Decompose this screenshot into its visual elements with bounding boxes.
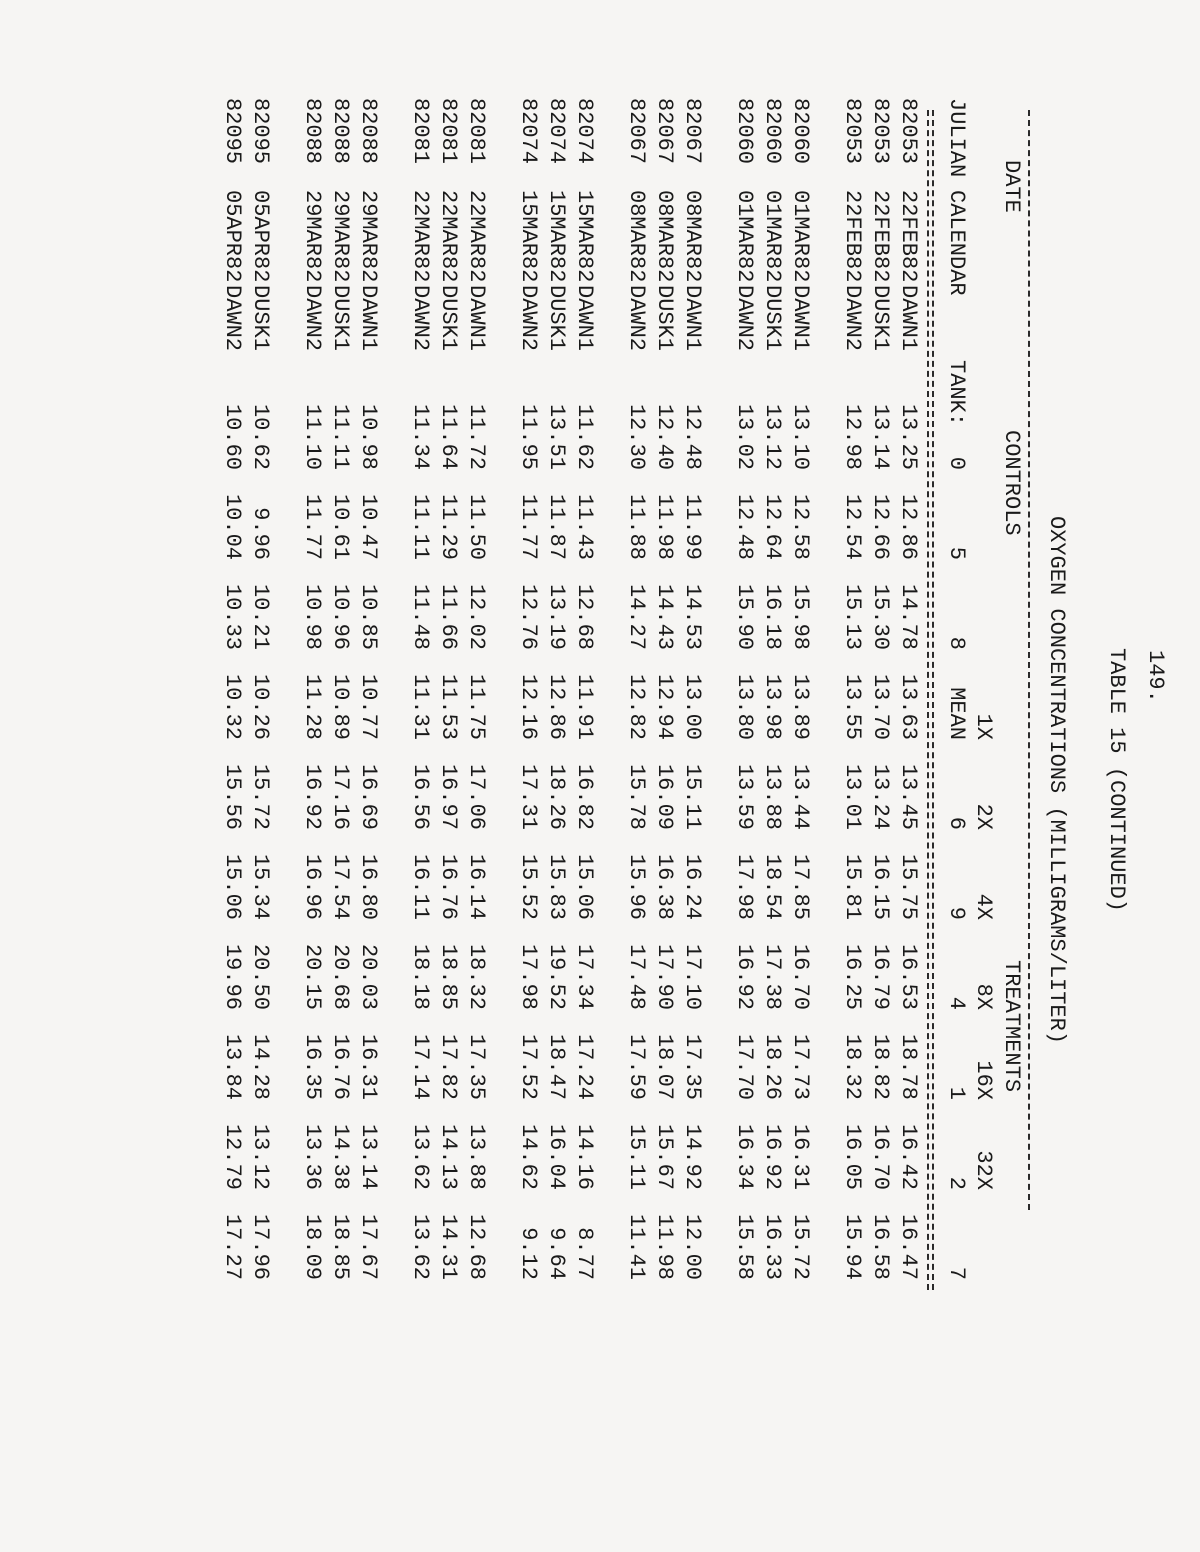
value-cell: 15.72 [788,1213,813,1280]
calendar-date-cell: 01MAR82 [732,190,757,283]
value-cell: 14.16 [572,1123,597,1190]
calendar-date-cell: 22MAR82 [436,190,461,283]
julian-date-cell: 82060 [732,98,757,165]
calendar-date-cell: 08MAR82 [680,190,705,283]
value-cell: 12.54 [840,493,865,560]
value-cell: 10.33 [220,583,245,650]
controls-label: CONTROLS [999,430,1024,536]
value-cell: 16.31 [356,1033,381,1100]
value-cell: 10.96 [328,583,353,650]
value-cell: 12.79 [220,1123,245,1190]
value-cell: 12.86 [544,673,569,740]
treatment-tank-9: 9 [944,906,969,920]
value-cell: 18.82 [868,1033,893,1100]
julian-date-cell: 82095 [248,98,273,165]
sample-time-cell: DUSK1 [248,285,273,352]
top-rule [1028,110,1030,1210]
value-cell: 14.53 [680,583,705,650]
value-cell: 15.81 [840,853,865,920]
value-cell: 9.12 [516,1227,541,1280]
value-cell: 12.82 [624,673,649,740]
value-cell: 15.58 [732,1213,757,1280]
header-row-2 [969,80,997,1190]
value-cell: 12.40 [652,403,677,470]
value-cell: 13.19 [544,583,569,650]
julian-date-cell: 82088 [328,98,353,165]
julian-date-cell: 82053 [896,98,921,165]
sample-time-cell: DAWN2 [732,285,757,352]
control-tank-5: 5 [944,546,969,560]
value-cell: 12.48 [732,493,757,560]
value-cell: 15.83 [544,853,569,920]
value-cell: 17.38 [760,943,785,1010]
value-cell: 11.77 [300,493,325,560]
treatments-label: TREATMENTS [999,960,1024,1093]
header-row-3 [942,80,970,1280]
value-cell: 13.12 [248,1123,273,1190]
value-cell: 8.77 [572,1227,597,1280]
julian-date-cell: 82081 [408,98,433,165]
sample-time-cell: DUSK1 [760,285,785,352]
value-cell: 20.15 [300,943,325,1010]
value-cell: 11.48 [408,583,433,650]
julian-date-cell: 82088 [300,98,325,165]
value-cell: 15.94 [840,1213,865,1280]
value-cell: 11.53 [436,673,461,740]
value-cell: 17.90 [652,943,677,1010]
value-cell: 14.78 [896,583,921,650]
calendar-date-cell: 01MAR82 [760,190,785,283]
value-cell: 11.98 [652,493,677,560]
value-cell: 12.66 [868,493,893,560]
treatment-tank-1: 1 [944,1086,969,1100]
value-cell: 13.63 [896,673,921,740]
control-tank-8: 8 [944,636,969,650]
sample-time-cell: DUSK1 [328,285,353,352]
header-row-1 [997,80,1025,1093]
value-cell: 12.68 [572,583,597,650]
value-cell: 16.69 [356,763,381,830]
value-cell: 10.98 [356,403,381,470]
value-cell: 16.70 [868,1123,893,1190]
tank-label: TANK: [944,360,969,427]
value-cell: 12.58 [788,493,813,560]
value-cell: 10.04 [220,493,245,560]
sample-time-cell: DAWN1 [356,285,381,352]
value-cell: 11.41 [624,1213,649,1280]
value-cell: 20.50 [248,943,273,1010]
value-cell: 17.52 [516,1033,541,1100]
julian-date-cell: 82060 [760,98,785,165]
value-cell: 10.60 [220,403,245,470]
value-cell: 13.24 [868,763,893,830]
value-cell: 17.34 [572,943,597,1010]
julian-date-cell: 82060 [788,98,813,165]
value-cell: 16.33 [760,1213,785,1280]
value-cell: 12.94 [652,673,677,740]
julian-date-cell: 82053 [868,98,893,165]
value-cell: 15.11 [680,763,705,830]
value-cell: 10.62 [248,403,273,470]
header-rule-1 [932,110,934,1290]
value-cell: 10.26 [248,673,273,740]
table-title: TABLE 15 (CONTINUED) [1104,647,1129,913]
value-cell: 11.62 [572,403,597,470]
value-cell: 15.06 [572,853,597,920]
value-cell: 14.27 [624,583,649,650]
calendar-date-cell: 15MAR82 [572,190,597,283]
value-cell: 17.48 [624,943,649,1010]
header-rule-2 [927,110,929,1290]
value-cell: 12.86 [896,493,921,560]
value-cell: 13.80 [732,673,757,740]
rotated-table-page [130,80,1130,1480]
sample-time-cell: DAWN2 [516,285,541,352]
value-cell: 11.31 [408,673,433,740]
value-cell: 11.66 [436,583,461,650]
treatment-level-16x: 16X [971,1060,996,1100]
value-cell: 11.91 [572,673,597,740]
calendar-date-cell: 08MAR82 [652,190,677,283]
value-cell: 17.73 [788,1033,813,1100]
value-cell: 16.11 [408,853,433,920]
sample-time-cell: DUSK1 [544,285,569,352]
value-cell: 18.26 [760,1033,785,1100]
julian-date-cell: 82074 [516,98,541,165]
treatment-level-8x: 8X [971,983,996,1010]
table-subtitle: OXYGEN CONCENTRATIONS (MILLIGRAMS/LITER) [1044,515,1069,1045]
value-cell: 14.92 [680,1123,705,1190]
value-cell: 17.54 [328,853,353,920]
control-tank-0: 0 [944,456,969,470]
value-cell: 15.90 [732,583,757,650]
value-cell: 13.62 [408,1213,433,1280]
value-cell: 14.43 [652,583,677,650]
calendar-date-cell: 22MAR82 [408,190,433,283]
treatment-level-1x: 1X [971,713,996,740]
calendar-date-cell: 05APR82 [248,190,273,283]
control-mean: MEAN [944,687,969,740]
treatment-tank-6: 6 [944,816,969,830]
value-cell: 10.47 [356,493,381,560]
value-cell: 16.18 [760,583,785,650]
value-cell: 17.31 [516,763,541,830]
value-cell: 18.32 [840,1033,865,1100]
value-cell: 13.59 [732,763,757,830]
value-cell: 15.30 [868,583,893,650]
value-cell: 18.18 [408,943,433,1010]
calendar-date-cell: 22FEB82 [896,190,921,283]
treatment-level-32x: 32X [971,1150,996,1190]
value-cell: 10.98 [300,583,325,650]
value-cell: 13.55 [840,673,865,740]
value-cell: 15.52 [516,853,541,920]
value-cell: 10.85 [356,583,381,650]
calendar-date-cell: 29MAR82 [356,190,381,283]
sample-time-cell: DAWN2 [408,285,433,352]
value-cell: 15.06 [220,853,245,920]
value-cell: 9.64 [544,1227,569,1280]
treatment-tank-4: 4 [944,996,969,1010]
value-cell: 11.29 [436,493,461,560]
value-cell: 16.15 [868,853,893,920]
value-cell: 13.88 [760,763,785,830]
value-cell: 15.98 [788,583,813,650]
value-cell: 11.34 [408,403,433,470]
value-cell: 17.35 [680,1033,705,1100]
value-cell: 16.92 [760,1123,785,1190]
calendar-date-cell: 15MAR82 [544,190,569,283]
value-cell: 18.85 [436,943,461,1010]
sample-time-cell: DAWN2 [624,285,649,352]
value-cell: 9.96 [248,507,273,560]
calendar-date-cell: 05APR82 [220,190,245,283]
value-cell: 11.64 [436,403,461,470]
value-cell: 18.85 [328,1213,353,1280]
value-cell: 13.14 [868,403,893,470]
value-cell: 14.62 [516,1123,541,1190]
value-cell: 11.98 [652,1213,677,1280]
sample-time-cell: DAWN2 [840,285,865,352]
julian-date-cell: 82081 [436,98,461,165]
value-cell: 12.16 [516,673,541,740]
value-cell: 16.42 [896,1123,921,1190]
value-cell: 12.68 [464,1213,489,1280]
value-cell: 13.62 [408,1123,433,1190]
value-cell: 12.64 [760,493,785,560]
value-cell: 13.36 [300,1123,325,1190]
sample-time-cell: DUSK1 [652,285,677,352]
julian-date-cell: 82074 [572,98,597,165]
value-cell: 16.92 [300,763,325,830]
value-cell: 18.32 [464,943,489,1010]
value-cell: 19.96 [220,943,245,1010]
julian-date-cell: 82053 [840,98,865,165]
value-cell: 13.88 [464,1123,489,1190]
value-cell: 16.80 [356,853,381,920]
sample-time-cell: DAWN2 [300,285,325,352]
value-cell: 17.96 [248,1213,273,1280]
date-label: DATE [999,160,1024,213]
value-cell: 15.11 [624,1123,649,1190]
value-cell: 16.79 [868,943,893,1010]
calendar-date-cell: 29MAR82 [300,190,325,283]
calendar-date-cell: 22FEB82 [868,190,893,283]
sample-time-cell: DAWN1 [788,285,813,352]
value-cell: 11.95 [516,403,541,470]
sample-time-cell: DUSK1 [868,285,893,352]
value-cell: 11.75 [464,673,489,740]
value-cell: 16.76 [328,1033,353,1100]
value-cell: 14.13 [436,1123,461,1190]
value-cell: 18.78 [896,1033,921,1100]
value-cell: 12.48 [680,403,705,470]
value-cell: 16.25 [840,943,865,1010]
value-cell: 13.00 [680,673,705,740]
value-cell: 14.38 [328,1123,353,1190]
value-cell: 15.96 [624,853,649,920]
treatment-level-2x: 2X [971,803,996,830]
value-cell: 15.56 [220,763,245,830]
value-cell: 11.99 [680,493,705,560]
value-cell: 18.54 [760,853,785,920]
value-cell: 15.72 [248,763,273,830]
value-cell: 16.76 [436,853,461,920]
julian-date-cell: 82095 [220,98,245,165]
value-cell: 17.24 [572,1033,597,1100]
value-cell: 16.24 [680,853,705,920]
value-cell: 16.38 [652,853,677,920]
sample-time-cell: DUSK1 [436,285,461,352]
calendar-date-cell: 15MAR82 [516,190,541,283]
calendar-date-cell: 29MAR82 [328,190,353,283]
value-cell: 13.02 [732,403,757,470]
value-cell: 10.32 [220,673,245,740]
value-cell: 17.67 [356,1213,381,1280]
julian-date-cell: 82088 [356,98,381,165]
value-cell: 15.13 [840,583,865,650]
value-cell: 11.50 [464,493,489,560]
value-cell: 16.14 [464,853,489,920]
value-cell: 16.70 [788,943,813,1010]
sample-time-cell: DAWN2 [220,285,245,352]
treatment-tank-2: 2 [944,1176,969,1190]
calendar-date-cell: 01MAR82 [788,190,813,283]
value-cell: 16.09 [652,763,677,830]
value-cell: 14.28 [248,1033,273,1100]
value-cell: 12.98 [840,403,865,470]
value-cell: 16.56 [408,763,433,830]
calendar-date-cell: 22MAR82 [464,190,489,283]
julian-date-cell: 82081 [464,98,489,165]
value-cell: 19.52 [544,943,569,1010]
value-cell: 17.06 [464,763,489,830]
value-cell: 12.30 [624,403,649,470]
julian-date-cell: 82067 [680,98,705,165]
value-cell: 12.02 [464,583,489,650]
value-cell: 13.14 [356,1123,381,1190]
value-cell: 15.75 [896,853,921,920]
value-cell: 16.53 [896,943,921,1010]
value-cell: 13.89 [788,673,813,740]
value-cell: 20.03 [356,943,381,1010]
treatment-level-4x: 4X [971,893,996,920]
value-cell: 12.76 [516,583,541,650]
value-cell: 16.47 [896,1213,921,1280]
value-cell: 17.98 [732,853,757,920]
value-cell: 13.25 [896,403,921,470]
value-cell: 11.11 [328,403,353,470]
value-cell: 10.21 [248,583,273,650]
julian-label: JULIAN [944,98,969,178]
value-cell: 16.97 [436,763,461,830]
value-cell: 13.01 [840,763,865,830]
page-number: 149. [1143,650,1168,703]
value-cell: 13.44 [788,763,813,830]
value-cell: 18.07 [652,1033,677,1100]
value-cell: 17.10 [680,943,705,1010]
value-cell: 16.04 [544,1123,569,1190]
value-cell: 10.89 [328,673,353,740]
value-cell: 18.26 [544,763,569,830]
value-cell: 17.14 [408,1033,433,1100]
value-cell: 18.47 [544,1033,569,1100]
value-cell: 16.05 [840,1123,865,1190]
value-cell: 17.27 [220,1213,245,1280]
value-cell: 11.77 [516,493,541,560]
value-cell: 20.68 [328,943,353,1010]
julian-date-cell: 82067 [652,98,677,165]
julian-date-cell: 82067 [624,98,649,165]
value-cell: 16.58 [868,1213,893,1280]
value-cell: 16.34 [732,1123,757,1190]
calendar-label: CALENDAR [944,190,969,296]
value-cell: 17.59 [624,1033,649,1100]
value-cell: 12.00 [680,1213,705,1280]
value-cell: 15.67 [652,1123,677,1190]
value-cell: 17.70 [732,1033,757,1100]
value-cell: 11.10 [300,403,325,470]
value-cell: 17.82 [436,1033,461,1100]
calendar-date-cell: 22FEB82 [840,190,865,283]
julian-date-cell: 82074 [544,98,569,165]
value-cell: 17.16 [328,763,353,830]
value-cell: 16.82 [572,763,597,830]
sample-time-cell: DAWN1 [896,285,921,352]
value-cell: 10.61 [328,493,353,560]
value-cell: 16.31 [788,1123,813,1190]
treatment-tank-7: 7 [944,1266,969,1280]
sample-time-cell: DAWN1 [464,285,489,352]
value-cell: 11.11 [408,493,433,560]
value-cell: 11.88 [624,493,649,560]
value-cell: 11.72 [464,403,489,470]
value-cell: 11.28 [300,673,325,740]
value-cell: 13.70 [868,673,893,740]
sample-time-cell: DAWN1 [572,285,597,352]
value-cell: 17.85 [788,853,813,920]
value-cell: 13.84 [220,1033,245,1100]
value-cell: 15.78 [624,763,649,830]
calendar-date-cell: 08MAR82 [624,190,649,283]
value-cell: 16.96 [300,853,325,920]
value-cell: 15.34 [248,853,273,920]
value-cell: 14.31 [436,1213,461,1280]
value-cell: 10.77 [356,673,381,740]
value-cell: 13.10 [788,403,813,470]
value-cell: 13.51 [544,403,569,470]
value-cell: 11.87 [544,493,569,560]
value-cell: 17.35 [464,1033,489,1100]
value-cell: 17.98 [516,943,541,1010]
value-cell: 16.92 [732,943,757,1010]
value-cell: 13.98 [760,673,785,740]
value-cell: 16.35 [300,1033,325,1100]
value-cell: 13.45 [896,763,921,830]
value-cell: 18.09 [300,1213,325,1280]
sample-time-cell: DAWN1 [680,285,705,352]
value-cell: 11.43 [572,493,597,560]
value-cell: 13.12 [760,403,785,470]
